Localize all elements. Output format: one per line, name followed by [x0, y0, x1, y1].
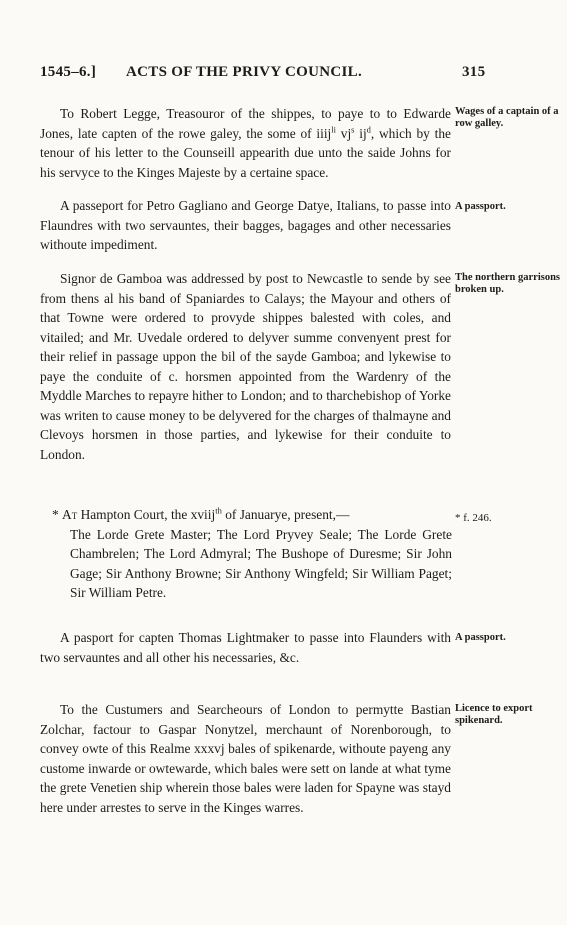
entry-text: A passeport for Petro Gagliano and George Datye, Italians, to passe into Flaundres with two servauntes, their bagges, bagages and other necessaries withoute impediment.	[40, 198, 451, 252]
sidenote-northern-garrisons: The northern garrisons broken up.	[455, 272, 560, 295]
sidenote-licence: Licence to export spikenard.	[455, 703, 533, 726]
entry-licence-spikenard	[40, 700, 451, 817]
meeting-members: The Lorde Grete Master; The Lord Pryvey Seale; The Lorde Grete Chambrelen; The Lord Admyral; The Bushope of Duresme; Sir John Gage; Sir Anthony Browne; Sir Anthony Wingfeld; Sir William Paget; Sir William Petre.	[70, 526, 452, 600]
header-years: 1545–6.]	[40, 64, 97, 80]
page-number: 315	[462, 64, 486, 80]
sidenote-wages: Wages of a captain of a row galley.	[455, 106, 559, 129]
entry-text: To Robert Legge, Treasouror of the shippes, to paye to to Edwarde Jones, late capten of the rowe galey, the some of iiij$^{li}$ $vj^s$ $ij^d$, which by the tenour of his letter to the Counseill appearith due unto the saide Johns for his servyce to the Kinges Majeste by a certaine space.	[40, 106, 451, 180]
meeting-attendance	[52, 505, 452, 603]
entry-passport-italians	[40, 196, 451, 255]
entry-northern-garrisons	[40, 269, 451, 464]
entry-text: To the Custumers and Searcheours of London to permytte Bastian Zolchar, factour to Gaspar Nonytzel, merchaunt of Norenborough, to convey owte of this Realme xxxvj bales of spikenarde, withoute payeng any custome inwarde or owtewarde, which bales were sett on lande at what tyme the grete Venetien ship wherein those bales were laden for Spayne was stayd here under arrestes to serve in the Kinges warres.	[40, 702, 451, 815]
folio-note: * f. 246.	[455, 512, 492, 524]
header-title: ACTS OF THE PRIVY COUNCIL.	[126, 64, 363, 80]
meeting-heading: * At Hampton Court, the xviij$^{th}$ of Januarye, present,—	[52, 505, 350, 522]
running-header	[40, 64, 520, 88]
sidenote-passport: A passport.	[455, 201, 506, 212]
entry-text: A pasport for capten Thomas Lightmaker to passe into Flaunders with two servauntes and all other his necessaries, &c.	[40, 630, 451, 665]
entry-text: Signor de Gamboa was addressed by post to Newcastle to sende by see from thens al his band of Spaniardes to Calays; the Mayour and others of that Towne were ordered to provyde shippes balested with coles, and vitailed; and Mr. Uvedale ordered to delyver summe convenyent prest for their relief in passage uppon the bil of the sayde Gamboa; and lykewise to paye the conduite of c. horsmen appointed from the Wardenry of the Myddle Marches to repayre hither to London; and to tharchebishop of Yorke was writen to cause money to be delyvered for the charges of thalmayne and Clevoys horsmen in those parties, and lykewise for their conduite to London.	[40, 271, 451, 462]
sidenote-passport-2: A passport.	[455, 632, 506, 643]
entry-passport-lightmaker	[40, 628, 451, 667]
entry-wages	[40, 104, 451, 182]
